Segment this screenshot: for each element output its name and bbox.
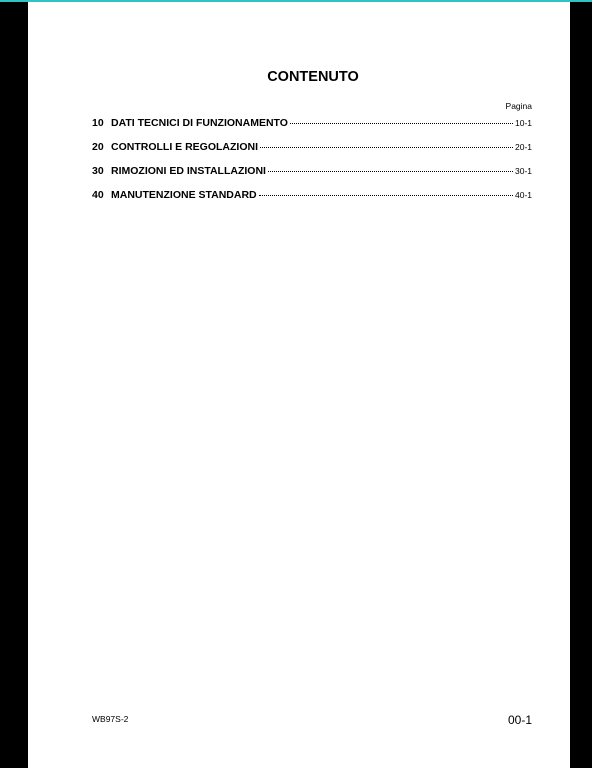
page-title: CONTENUTO xyxy=(267,69,359,85)
toc-dot-leader xyxy=(290,112,513,124)
document-page xyxy=(28,2,570,768)
footer-model-code: WB97S-2 xyxy=(92,714,129,724)
toc-entry-title: CONTROLLI E REGOLAZIONI xyxy=(111,141,258,153)
toc-entry-title: MANUTENZIONE STANDARD xyxy=(111,189,257,201)
toc-entry-40[interactable] xyxy=(92,186,532,210)
footer-page-number: 00-1 xyxy=(507,713,532,727)
toc-entry-page: 40-1 xyxy=(514,190,532,200)
toc-entry-title: DATI TECNICI DI FUNZIONAMENTO xyxy=(111,117,288,129)
toc-entry-page: 10-1 xyxy=(514,118,532,128)
toc-entry-page: 30-1 xyxy=(514,166,532,176)
toc-dot-leader xyxy=(268,160,513,172)
page-column-label: Pagina xyxy=(505,101,532,111)
toc-entry-20[interactable] xyxy=(92,138,532,162)
toc-entry-number: 20 xyxy=(92,141,104,153)
toc-entry-number: 40 xyxy=(92,189,104,201)
toc-entry-number: 30 xyxy=(92,165,104,177)
toc-entry-title: RIMOZIONI ED INSTALLAZIONI xyxy=(111,165,266,177)
toc-entry-page: 20-1 xyxy=(514,142,532,152)
toc-entry-10[interactable] xyxy=(92,114,532,138)
table-of-contents xyxy=(92,114,532,210)
toc-dot-leader xyxy=(260,136,513,148)
toc-entry-number: 10 xyxy=(92,117,104,129)
toc-entry-30[interactable] xyxy=(92,162,532,186)
toc-dot-leader xyxy=(259,184,513,196)
